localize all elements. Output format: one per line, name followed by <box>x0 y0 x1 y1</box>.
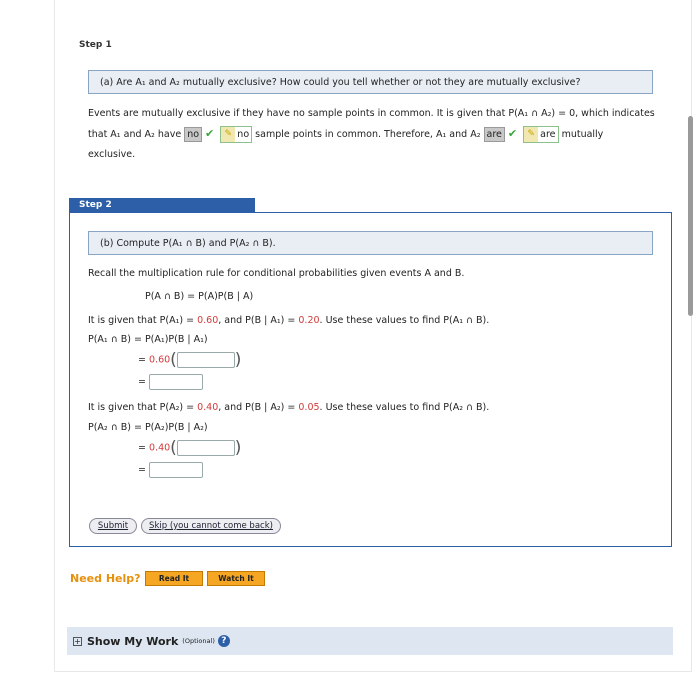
key-icon: ✎ <box>221 127 235 142</box>
read-it-button[interactable]: Read It <box>145 571 203 586</box>
explanation-line1: Events are mutually exclusive if they have no sample points in common. It is given that P(A₁ ∩ A₂) = 0, which indicates <box>88 108 655 119</box>
skip-button[interactable]: Skip (you cannot come back) <box>141 518 281 534</box>
scrollbar-thumb[interactable] <box>688 116 693 316</box>
given-line-2: It is given that P(A₂) = 0.40, and P(B | A₂) = 0.05. Use these values to find P(A₂ ∩ B). <box>88 402 490 413</box>
multiplication-rule: P(A ∩ B) = P(A)P(B | A) <box>145 291 254 302</box>
check-icon: ✔ <box>205 127 215 140</box>
check-icon: ✔ <box>507 127 518 140</box>
key-answer-no[interactable]: ✎ no <box>220 126 252 143</box>
submit-button[interactable]: Submit <box>89 518 137 534</box>
equation-2-line2: = 0.40( ) <box>138 438 242 458</box>
show-my-work-label: Show My Work <box>87 634 179 648</box>
equation-1: P(A₁ ∩ B) = P(A₁)P(B | A₁) <box>88 334 208 345</box>
coefficient-040: 0.40 <box>149 442 171 454</box>
explanation-line3: exclusive. <box>88 149 136 160</box>
given-line-1: It is given that P(A₁) = 0.60, and P(B | A₁) = 0.20. Use these values to find P(A₁ ∩ B). <box>88 315 490 326</box>
step1-label: Step 1 <box>79 40 112 50</box>
answer-are-field[interactable]: are <box>484 127 505 142</box>
optional-label: (Optional) <box>182 637 215 645</box>
key-answer-are[interactable]: ✎ are <box>523 126 558 143</box>
question-a-box <box>88 70 653 94</box>
coefficient-060: 0.60 <box>149 354 171 366</box>
question-a-text: (a) Are A₁ and A₂ mutually exclusive? How could you tell whether or not they are mutually exclusive? <box>100 76 581 88</box>
result-input-1[interactable] <box>149 374 203 390</box>
key-icon: ✎ <box>524 127 538 142</box>
equation-1-line3: = <box>138 374 203 390</box>
show-my-work-bar[interactable] <box>67 627 673 655</box>
question-b-box <box>88 231 653 255</box>
watch-it-button[interactable]: Watch It <box>207 571 265 586</box>
step1-explanation <box>88 104 663 165</box>
explanation-line2: that A₁ and A₂ have no ✔ ✎ no sample points in common. Therefore, A₁ and A₂ are ✔ ✎ are mutually <box>88 124 663 145</box>
question-b-text: (b) Compute P(A₁ ∩ B) and P(A₂ ∩ B). <box>100 237 276 249</box>
given-p-b-given-a2: 0.05 <box>298 402 320 413</box>
given-p-b-given-a1: 0.20 <box>298 315 320 326</box>
step2-tab: Step 2 <box>69 198 255 212</box>
given-p-a2: 0.40 <box>197 402 219 413</box>
given-p-a1: 0.60 <box>197 315 219 326</box>
equation-2-line3: = <box>138 462 203 478</box>
need-help-label: Need Help? <box>70 572 141 585</box>
factor-input-2[interactable] <box>177 440 235 456</box>
equation-1-line2: = 0.60( ) <box>138 350 242 370</box>
answer-no-field[interactable]: no <box>184 127 202 142</box>
help-question-icon[interactable]: ? <box>218 635 230 647</box>
factor-input-1[interactable] <box>177 352 235 368</box>
expand-plus-icon[interactable]: + <box>74 636 81 646</box>
recall-text: Recall the multiplication rule for conditional probabilities given events A and B. <box>88 268 465 279</box>
result-input-2[interactable] <box>149 462 203 478</box>
equation-2: P(A₂ ∩ B) = P(A₂)P(B | A₂) <box>88 422 208 433</box>
